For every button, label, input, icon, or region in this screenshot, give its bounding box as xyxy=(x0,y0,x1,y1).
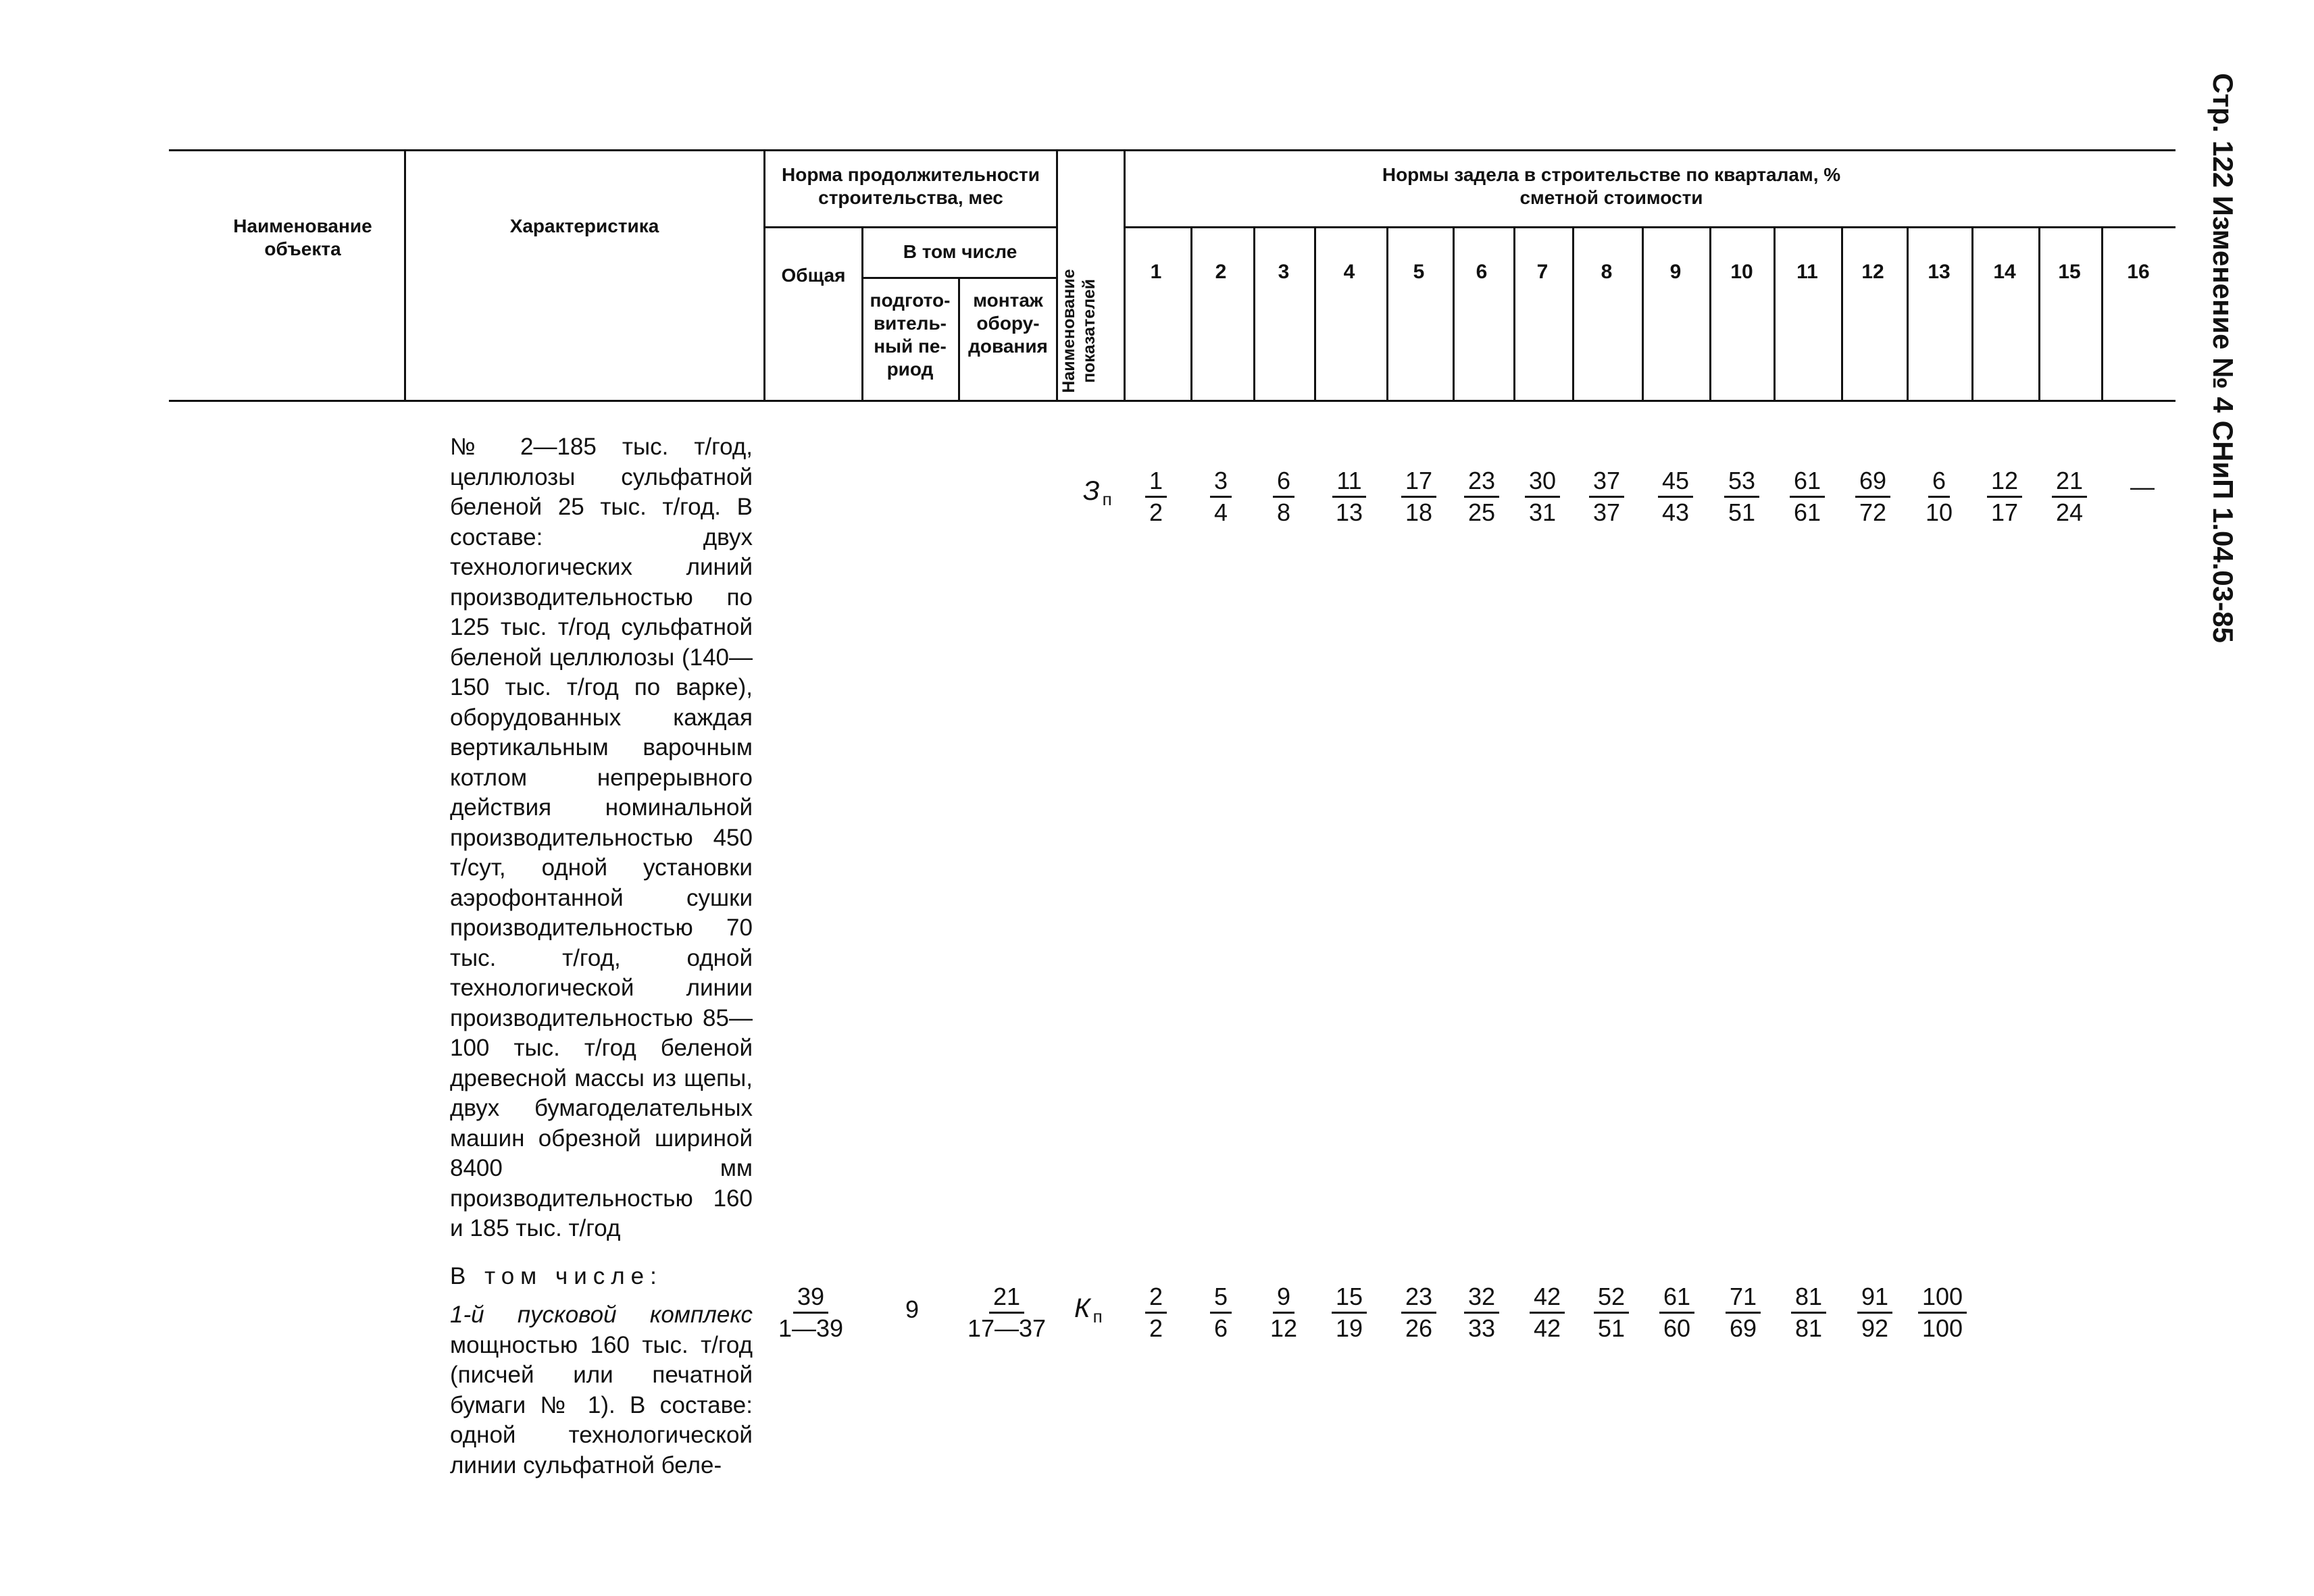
row2-description: 1-й пусковой комплекс мощностью 160 тыс. т/год (писчей или печатной бумаги № 1). В составе: одной технологической линии сульфатной беле- xyxy=(450,1302,753,1478)
side-running-title: Стр. 122 Изменение № 4 СНиП 1.04.03-85 xyxy=(2207,73,2239,643)
quarter-divider xyxy=(2038,228,2040,400)
row1-quarter-value: $\frac{23}{25}$ xyxy=(1434,466,1529,527)
quarter-divider xyxy=(2101,228,2103,400)
quarter-divider xyxy=(1513,228,1515,400)
quarter-number: 14 xyxy=(1993,261,2016,283)
quarter-number: 13 xyxy=(1928,261,1951,283)
row1-quarter-value: $\frac{6}{10}$ xyxy=(1925,467,1953,526)
quarter-divider xyxy=(1907,228,1909,400)
row2-quarter-value: $\frac{71}{69}$ xyxy=(1696,1282,1790,1343)
row1-quarter-value: $\frac{37}{37}$ xyxy=(1559,466,1654,527)
quarter-number: 10 xyxy=(1730,261,1753,283)
header-duration-norm: Норма продолжительности строительства, мес xyxy=(782,164,1040,208)
quarter-number: 2 xyxy=(1215,261,1227,283)
row2-quarter-value: $\frac{52}{51}$ xyxy=(1564,1282,1659,1343)
header-prep-period: подгото-витель-ный пе-риод xyxy=(870,290,951,380)
header-indicator-name: Наименование показателей xyxy=(1059,269,1099,393)
quarter-number: 8 xyxy=(1601,261,1613,283)
quarter-number: 15 xyxy=(2058,261,2081,283)
quarter-number: 3 xyxy=(1278,261,1290,283)
row2-quarter-value: $\frac{81}{81}$ xyxy=(1761,1282,1856,1343)
quarter-divider xyxy=(1572,228,1574,400)
row1-quarter-value: $\frac{12}{17}$ xyxy=(1957,466,2052,527)
row1-quarter-value: $\frac{11}{13}$ xyxy=(1302,466,1397,527)
quarter-number: 5 xyxy=(1413,261,1425,283)
quarter-divider xyxy=(1453,228,1455,400)
col-divider-indicator xyxy=(1056,151,1058,400)
header-characteristic: Характеристика xyxy=(509,215,659,236)
row2-quarter-value: $\frac{15}{19}$ xyxy=(1302,1282,1397,1343)
row1-quarter-value: $\frac{45}{43}$ xyxy=(1628,466,1723,527)
quarter-divider xyxy=(1314,228,1316,400)
header-equipment-install: монтаж обору-дования xyxy=(968,290,1048,357)
row2-quarter-value: $\frac{32}{33}$ xyxy=(1434,1282,1529,1343)
header-object-name: Наименование объекта xyxy=(233,215,372,259)
quarter-divider xyxy=(1971,228,1973,400)
row1-quarter-value: $\frac{6}{8}$ xyxy=(1236,466,1331,527)
quarter-number: 6 xyxy=(1476,261,1488,283)
row2-equipment-install: $\frac{21}{17—37}$ xyxy=(967,1283,1047,1342)
duration-subheader-rule xyxy=(765,226,1057,228)
row1-quarter-value: $\frac{3}{4}$ xyxy=(1174,466,1268,527)
row1-quarter-value: $\frac{1}{2}$ xyxy=(1109,466,1203,527)
quarter-number: 9 xyxy=(1669,261,1682,283)
quarter-number: 16 xyxy=(2127,261,2150,283)
quarter-divider xyxy=(1709,228,1711,400)
row2-total-duration: $\frac{39}{1—39}$ xyxy=(778,1283,844,1342)
row2-description-italic: 1-й пусковой комплекс xyxy=(450,1302,753,1328)
row1-quarter-value: $\frac{21}{24}$ xyxy=(2022,466,2117,527)
table-top-rule xyxy=(169,149,2175,151)
quarter-number: 7 xyxy=(1536,261,1549,283)
row2-quarter-value: $\frac{61}{60}$ xyxy=(1630,1282,1724,1343)
quarter-divider xyxy=(1386,228,1388,400)
row1-description: № 2—185 тыс. т/год, целлюлозы сульфатной беленой 25 тыс. т/год. В составе: двух технологических линий производительностью по 125 тыс. т/год сульфатной беленой целлюлозы (140—150 тыс. т/год по варке), оборудованных каждая вертикальным варочным котлом непрерывного действия номинальной производительностью 450 т/сут, одной установки аэрофонтанной сушки производительностью 70 тыс. т/год, одной технологической линии производительностью 85—100 тыс. т/год беленой древесной массы из щепы, двух бумагоделательных машин обрезной шириной 8400 мм производительностью 160 и 185 тыс. т/год xyxy=(450,434,753,1241)
col-divider-install xyxy=(958,278,960,400)
row2-quarter-value: $\frac{91}{92}$ xyxy=(1828,1282,1922,1343)
col-divider-including xyxy=(861,228,863,400)
quarter-divider xyxy=(1253,228,1255,400)
quarter-number: 11 xyxy=(1796,261,1818,283)
quarter-divider xyxy=(1774,228,1776,400)
quarter-number: 12 xyxy=(1861,261,1884,283)
row2-quarter-value: $\frac{23}{26}$ xyxy=(1372,1282,1466,1343)
row2-quarter-value: $\frac{42}{42}$ xyxy=(1500,1282,1594,1343)
row2-quarter-value: $\frac{9}{12}$ xyxy=(1269,1283,1298,1342)
including-label: В том числе: xyxy=(450,1263,663,1289)
quarter-divider xyxy=(1841,228,1843,400)
row1-quarter-value: $\frac{53}{51}$ xyxy=(1694,466,1789,527)
quarters-subheader-rule xyxy=(1124,226,2175,228)
row1-quarter-value: $\frac{69}{72}$ xyxy=(1826,466,1920,527)
row1-indicator-symbol: З $_п$ xyxy=(1083,476,1112,509)
col-divider-duration xyxy=(763,151,765,400)
col-divider-quarters xyxy=(1124,151,1126,400)
quarter-divider xyxy=(1190,228,1192,400)
row2-quarter-value: $\frac{100}{100}$ xyxy=(1895,1282,1990,1343)
quarter-number: 1 xyxy=(1150,261,1162,283)
col-divider-characteristic xyxy=(404,151,406,400)
row2-prep-period: 9 xyxy=(905,1295,920,1323)
table-header-bottom-rule xyxy=(169,400,2175,402)
header-total: Общая xyxy=(781,265,846,286)
row1-quarter-value: $\frac{61}{61}$ xyxy=(1760,466,1855,527)
quarter-number: 4 xyxy=(1343,261,1355,283)
row1-quarter-value: $\frac{17}{18}$ xyxy=(1372,466,1466,527)
row2-quarter-value: $\frac{5}{6}$ xyxy=(1174,1282,1268,1343)
quarter-divider xyxy=(1642,228,1644,400)
header-including: В том числе xyxy=(903,241,1017,262)
row1-quarter-16-dash: — xyxy=(2130,473,2155,500)
row1-quarter-value: $\frac{30}{31}$ xyxy=(1495,466,1590,527)
row2-indicator-symbol: К $_п$ xyxy=(1074,1293,1103,1327)
row2-quarter-value: $\frac{2}{2}$ xyxy=(1109,1282,1203,1343)
header-backlog-norms: Нормы задела в строительстве по кварталам, % сметной стоимости xyxy=(1382,164,1841,208)
